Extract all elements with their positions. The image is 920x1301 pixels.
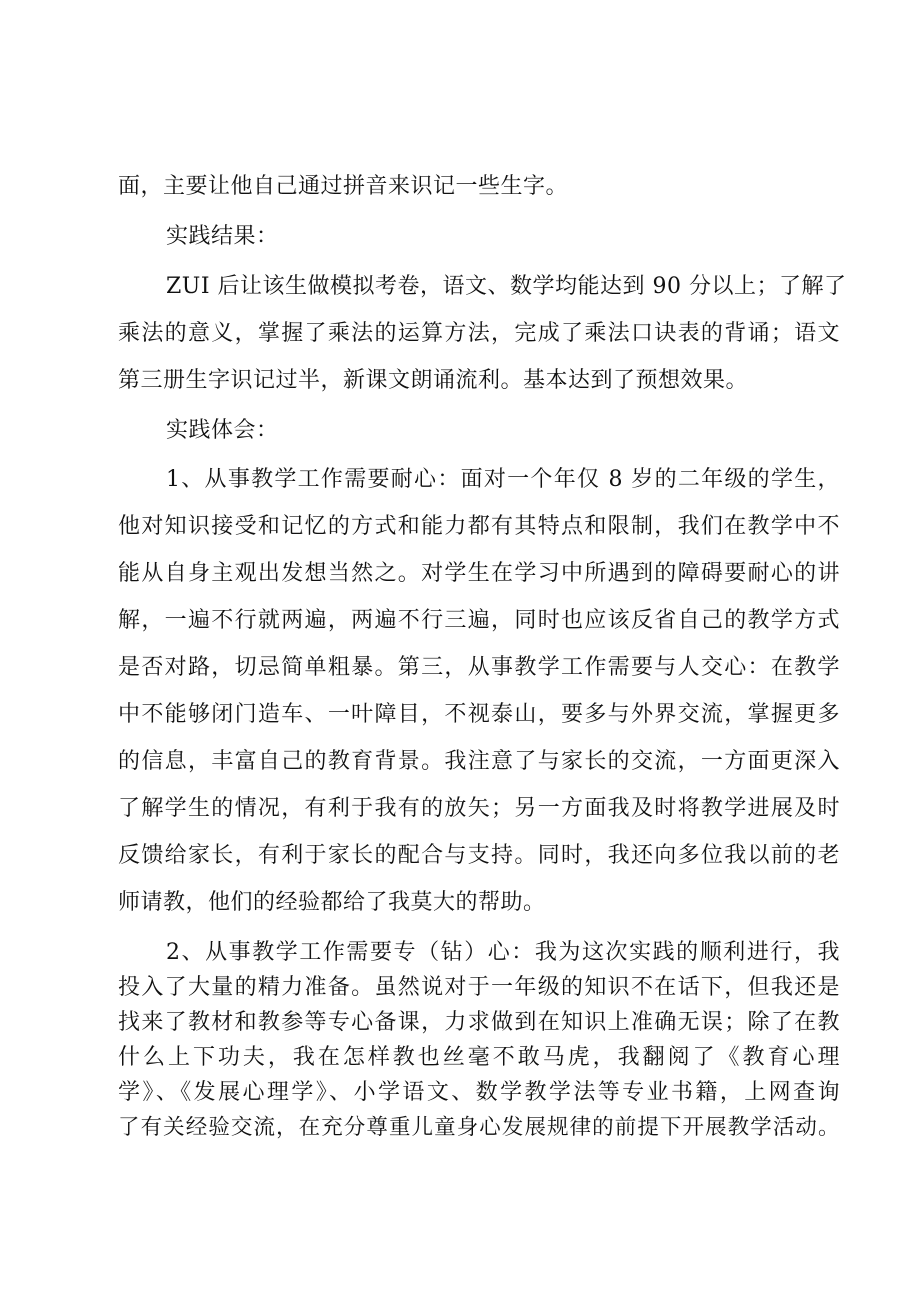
section-heading-experience: 实践体会： <box>166 418 279 443</box>
paragraph-line: 反馈给家长，有利于家长的配合与支持。同时，我还向多位我以前的老 <box>118 843 840 868</box>
paragraph-line: 面，主要让他自己通过拼音来识记一些生字。 <box>118 174 569 199</box>
paragraph-line: 学》、《发展心理学》、小学语文、数学教学法等专业书籍，上网查询 <box>118 1080 840 1105</box>
paragraph-line: 第三册生字识记过半，新课文朗诵流利。基本达到了预想效果。 <box>118 368 749 393</box>
paragraph-line: 投入了大量的精力准备。虽然说对于一年级的知识不在话下，但我还是 <box>118 975 840 1000</box>
section-heading-result: 实践结果： <box>166 224 279 249</box>
paragraph-line: 是否对路，切忌简单粗暴。第三，从事教学工作需要与人交心：在教学 <box>118 655 840 680</box>
paragraph-line: 中不能够闭门造车、一叶障目，不视泰山，要多与外界交流，掌握更多 <box>118 702 840 727</box>
paragraph-line: 他对知识接受和记忆的方式和能力都有其特点和限制，我们在教学中不 <box>118 514 840 539</box>
paragraph-line: 什么上下功夫，我在怎样教也丝毫不敢马虎，我翻阅了《教育心理 <box>118 1045 840 1070</box>
paragraph-line: 了解学生的情况，有利于我有的放矢；另一方面我及时将教学进展及时 <box>118 796 840 821</box>
paragraph-line: ZUI 后让该生做模拟考卷，语文、数学均能达到 90 分以上；了解了 <box>166 274 847 299</box>
paragraph-line: 了有关经验交流，在充分尊重儿童身心发展规律的前提下开展教学活动。 <box>118 1115 840 1140</box>
paragraph-line: 解，一遍不行就两遍，两遍不行三遍，同时也应该反省自己的教学方式 <box>118 608 840 633</box>
paragraph-line: 1、从事教学工作需要耐心：面对一个年仅 8 岁的二年级的学生， <box>166 467 840 492</box>
paragraph-line: 找来了教材和教参等专心备课，力求做到在知识上准确无误；除了在教 <box>118 1010 840 1035</box>
paragraph-line: 能从自身主观出发想当然之。对学生在学习中所遇到的障碍要耐心的讲 <box>118 561 840 586</box>
paragraph-line: 的信息，丰富自己的教育背景。我注意了与家长的交流，一方面更深入 <box>118 749 840 774</box>
paragraph-line: 师请教，他们的经验都给了我莫大的帮助。 <box>118 890 546 915</box>
paragraph-line: 2、从事教学工作需要专（钻）心：我为这次实践的顺利进行，我 <box>166 940 840 965</box>
paragraph-line: 乘法的意义，掌握了乘法的运算方法，完成了乘法口诀表的背诵；语文 <box>118 321 840 346</box>
